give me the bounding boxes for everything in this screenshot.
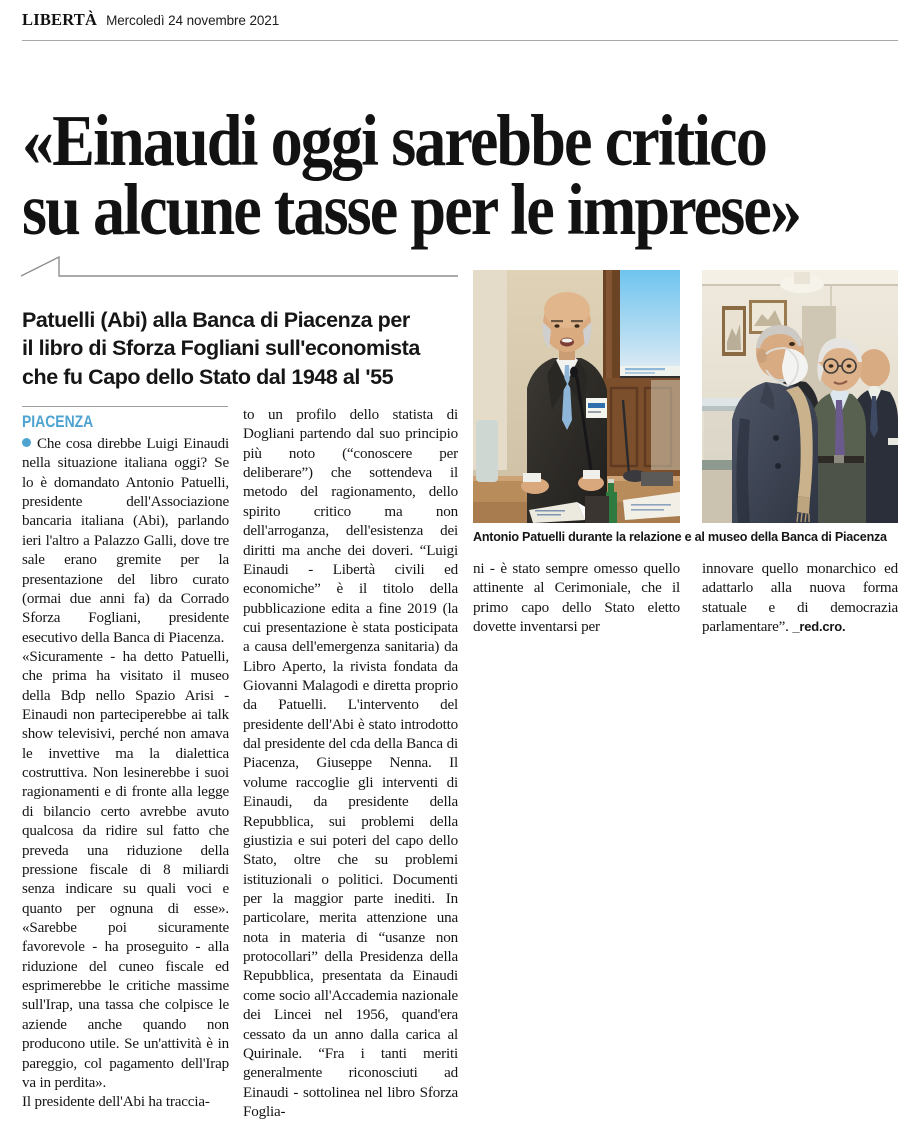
masthead-logo: LIBERTÀ	[22, 10, 98, 29]
article-byline: _red.cro.	[792, 619, 846, 635]
body-column-1	[22, 435, 229, 1113]
deck-flag-rule	[20, 255, 460, 279]
headline-line-1: «Einaudi oggi sarebbe critico	[22, 99, 766, 181]
paragraph-lead	[22, 435, 229, 648]
paragraph-text: Che cosa direbbe Luigi Einaudi nella situazione italiana oggi? Se lo è domandato Antonio Patuelli, presidente dell'Associazione bancaria italiana (Abi), parlando ieri l'altro a Palazzo Galli, dove tre sale erano gremite per la presentazione del libro curato (ormai due anni fa) da Corrado Sforza Fogliani, presidente esecutivo della Banca di Piacenza.	[22, 436, 229, 646]
headline-line-2: su alcune tasse per le imprese»	[22, 169, 801, 251]
masthead	[22, 10, 898, 30]
section-label-piacenza: PIACENZA	[22, 412, 94, 431]
body-column-4	[702, 560, 898, 637]
masthead-divider	[22, 40, 898, 41]
photo-patuelli-relazione	[473, 270, 680, 523]
page-headline	[22, 99, 801, 251]
body-column-3	[473, 560, 680, 637]
page-deck	[22, 306, 452, 392]
paragraph-text: to un profilo dello statista di Dogliani partendo dal suo principio più noto (“conoscere per deliberare”) che sottendeva il metodo del ragionamento, dello spirito critico ma non dell'arroganza, dell'esistenza dei diritti ma anche dei doveri. “Luigi Einaudi - Libertà civili ed economiche” è il titolo della pubblicazione edita a fine 2019 (la cui presentazione è stata posticipata a causa dell'emergenza sanitaria) da Libro Aperto, la rivista fondata da Giovanni Malagodi e diretta proprio da Patuelli. L'intervento del presidente dell'Abi è stato introdotto dal presidente del cda della Banca di Piacenza, Giuseppe Nenna. Il volume raccoglie gli interventi di Einaudi, da presidente della Repubblica, sui problemi della giustizia e sui poteri del capo dello Stato, oltre che su problemi istituzionali o politici. Documenti per la maggior parte inediti. In particolare, merita attenzione una nota in materia di “usanze non protocollari” della Presidenza della Repubblica, presentata da Einaudi come socio all'Accademia nazionale dei Lincei nel 1956, quand'era cessato da un anno dalla carica al Quirinale. “Fra i tanti meriti generalmente riconosciuti ad Einaudi - sottolinea nel libro Sforza Foglia-	[243, 407, 458, 1120]
paragraph-text: Il presidente dell'Abi ha traccia-	[22, 1094, 210, 1111]
deck-line-1: Patuelli (Abi) alla Banca di Piacenza per	[22, 307, 410, 332]
deck-line-2: il libro di Sforza Fogliani sull'economista	[22, 336, 420, 361]
photo-museo-banca	[702, 270, 898, 523]
lead-bullet-icon	[22, 438, 31, 447]
deck-line-3: che fu Capo dello Stato dal 1948 al '55	[22, 365, 394, 390]
paragraph-text: «Sicuramente - ha detto Patuelli, che prima ha visitato il museo della Bdp nello Spazio Arisi - Einaudi non parteciperebbe ai talk show televisivi, perché non amava le invettive ma la dialettica costruttiva. Non lesinerebbe i suoi ragionamenti e di fronte alla legge di bilancio certo avrebbe avuto qualcosa da ridire sul fatto che preveda una riduzione della pressione fiscale di 8 miliardi senza indicare su quali voci e quanto per ognuna di esse». «Sarebbe poi sicuramente favorevole - ha proseguito - alla riduzione del cuneo fiscale ed esprimerebbe le critiche massime sull'Irap, una tassa che colpisce le aziende anche quando non producono utile. Se un'attività è in pareggio, col pagamento dell'Irap va in perdita».	[22, 648, 229, 1091]
photo-caption: Antonio Patuelli durante la relazione e al museo della Banca di Piacenza	[473, 530, 887, 544]
masthead-date: Mercoledì 24 novembre 2021	[106, 13, 280, 28]
column-top-divider	[22, 406, 228, 407]
paragraph-text	[702, 560, 898, 637]
paragraph-body: innovare quello monarchico ed adattarlo alla nuova forma statuale e di democrazia parlamentare”.	[702, 561, 898, 636]
paragraph-text: ni - è stato sempre omesso quello attinente al Cerimoniale, che il primo capo dello Stato eletto dovette inventarsi per	[473, 561, 680, 636]
body-column-2	[243, 406, 458, 1122]
